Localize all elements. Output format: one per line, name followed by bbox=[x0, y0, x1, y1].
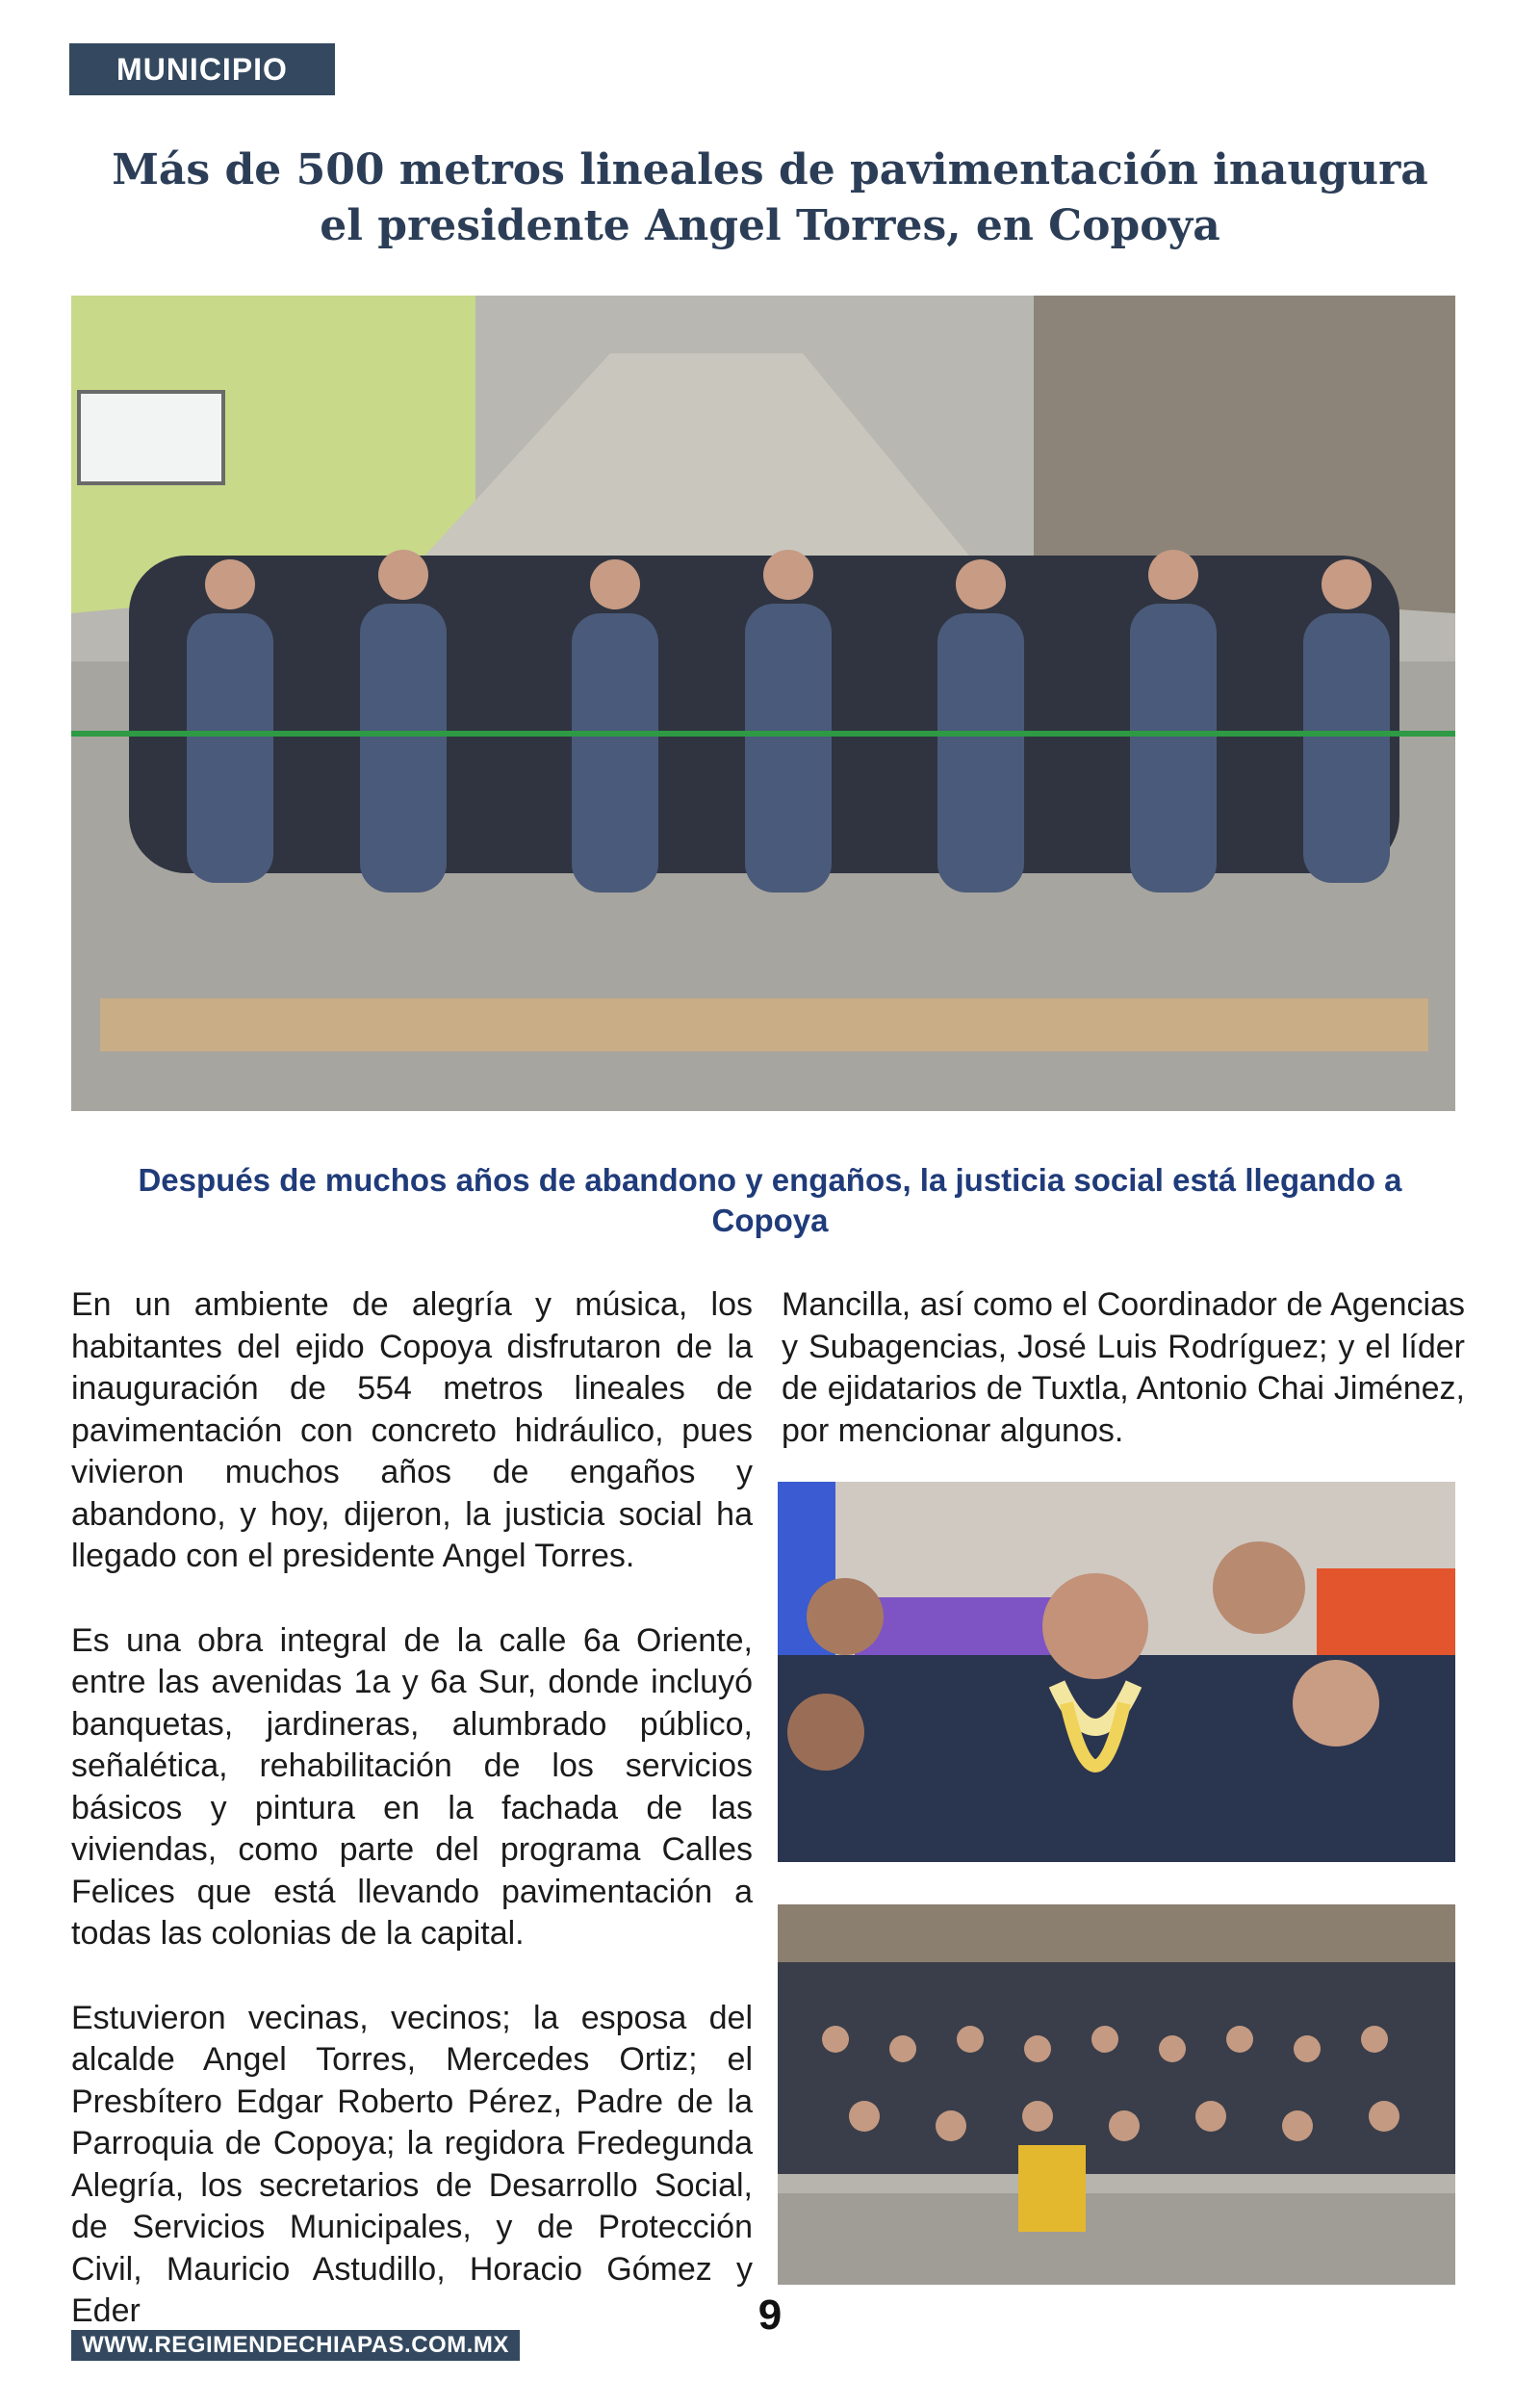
group-photo bbox=[778, 1904, 1455, 2285]
section-label: MUNICIPIO bbox=[69, 43, 335, 95]
footer-website-url[interactable]: WWW.REGIMENDECHIAPAS.COM.MX bbox=[71, 2330, 520, 2361]
paragraph-1: En un ambiente de alegría y música, los habitantes del ejido Copoya disfrutaron de la inauguración de 554 metros lineales de pavimentación con concreto hidráulico, pues vivieron muchos años de engaños y abandono, y hoy, dijeron, la justicia social ha llegado con el presidente Angel Torres. bbox=[71, 1286, 753, 1574]
paragraph-2: Es una obra integral de la calle 6a Oriente, entre las avenidas 1a y 6a Sur, donde incluyó banquetas, jardineras, alumbrado público, señalética, rehabilitación de los servicios básicos y pintura en la fachada de las viviendas, como parte del programa Calles Felices que está llevando pavimentación a todas las colonias de la capital. bbox=[71, 1621, 753, 1952]
article-headline: Más de 500 metros lineales de pavimentación inaugura el presidente Angel Torres, en Copoya bbox=[112, 145, 1428, 250]
article-body-right bbox=[782, 1284, 1465, 1494]
paragraph-3: Estuvieron vecinas, vecinos; la esposa del alcalde Angel Torres, Mercedes Ortiz; el Presbítero Edgar Roberto Pérez, Padre de la Parroquia de Copoya; la regidora Fredegunda Alegría, los secretarios de Desarrollo Social, de Servicios Municipales, y de Protección Civil, Mauricio Astudillo, Horacio Gómez y Eder bbox=[71, 1999, 753, 2329]
page-number: 9 bbox=[757, 2291, 783, 2339]
mayor-photo bbox=[778, 1482, 1455, 1862]
article-body-left bbox=[71, 1284, 753, 2375]
main-photo bbox=[71, 296, 1455, 1111]
paragraph-4: Mancilla, así como el Coordinador de Agencias y Subagencias, José Luis Rodríguez; y el líder de ejidatarios de Tuxtla, Antonio Chai Jiménez, por mencionar algunos. bbox=[782, 1286, 1465, 1449]
article-subtitle: Después de muchos años de abandono y engaños, la justicia social está llegando a Copoya bbox=[138, 1162, 1402, 1238]
